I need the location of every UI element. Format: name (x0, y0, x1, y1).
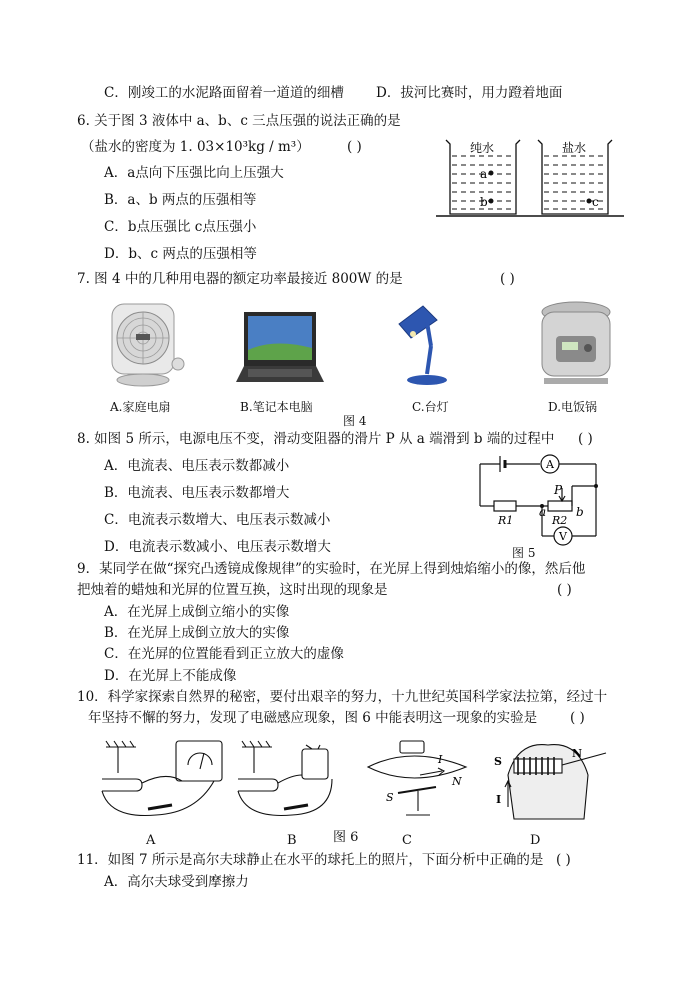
q11-stem: 11．如图 7 所示是高尔夫球静止在水平的球托上的照片，下面分析中正确的是 (77, 852, 544, 868)
fig4-label-rice-cooker: D.电饭锅 (548, 400, 598, 414)
fig6c-n-label: N (452, 775, 462, 788)
fig6-experiment-b (232, 735, 362, 823)
q8-option-d: D．电流表示数减小、电压表示数增大 (104, 539, 331, 555)
fig4-label-fan: A.家庭电扇 (110, 400, 171, 414)
end-b-label: b (576, 505, 584, 519)
r1-label: R1 (498, 514, 514, 527)
q7-stem: 7. 图 4 中的几种用电器的额定功率最接近 800W 的是 (77, 271, 403, 287)
q8-option-c: C．电流表示数增大、电压表示数减小 (104, 512, 331, 528)
fig4-label-lamp: C.台灯 (412, 400, 449, 414)
r2-label: R2 (552, 514, 568, 527)
fig6d-n-label: N (572, 747, 583, 760)
q5-option-d: D．拔河比赛时，用力蹬着地面 (376, 85, 563, 101)
figure-3-beakers (434, 134, 626, 220)
q10-stem-line2: 年坚持不懈的努力，发现了电磁感应现象，图 6 中能表明这一现象的实验是 (88, 710, 538, 726)
q11-answer-paren: ( ) (556, 852, 571, 868)
q11-option-a: A．高尔夫球受到摩擦力 (104, 874, 249, 890)
laptop-image (234, 310, 326, 386)
fig5-caption: 图 5 (512, 546, 536, 560)
fig3-point-a: a (480, 167, 488, 181)
q6-option-b: B．a、b 两点的压强相等 (104, 192, 257, 208)
fig3-label-pure-water: 纯水 (469, 141, 495, 155)
fig3-point-c: c (592, 195, 599, 209)
q6-stem: 6. 关于图 3 液体中 a、b、c 三点压强的说法正确的是 (77, 113, 401, 129)
q9-stem-line2: 把烛着的蜡烛和光屏的位置互换，这时出现的现象是 (77, 582, 388, 598)
fig6-caption: 图 6 (333, 830, 359, 845)
fig6-label-b: B (287, 833, 297, 848)
fig3-label-salt-water: 盐水 (561, 141, 587, 155)
q9-answer-paren: ( ) (557, 582, 572, 598)
q8-stem: 8. 如图 5 所示，电源电压不变，滑动变阻器的滑片 P 从 a 端滑到 b 端的过程中 (77, 431, 555, 447)
fig6c-s-label: S (386, 791, 394, 804)
fig3-point-b: b (480, 195, 488, 209)
q7-answer-paren: ( ) (500, 271, 515, 287)
q10-stem-line1: 10．科学家探索自然界的秘密，要付出艰辛的努力，十九世纪英国科学家法拉第，经过十 (77, 689, 608, 705)
q6-answer-paren: ( ) (347, 139, 362, 155)
end-a-label: a (539, 505, 547, 519)
q6-option-a: A．a点向下压强比向上压强大 (104, 165, 284, 181)
figure-5-circuit (472, 450, 602, 560)
fig6-label-d: D (530, 833, 541, 848)
fig6-label-c: C (402, 833, 412, 848)
q8-option-a: A．电流表、电压表示数都减小 (104, 458, 290, 474)
q9-option-b: B．在光屏上成倒立放大的实像 (104, 625, 290, 641)
q9-option-a: A．在光屏上成倒立缩小的实像 (104, 604, 290, 620)
fig6c-i-label: I (438, 753, 443, 766)
slider-p-label: P (554, 483, 563, 497)
fig6d-s-label: S (494, 755, 502, 768)
fan-image (108, 300, 188, 390)
q6-option-c: C．b点压强比 c点压强小 (104, 219, 257, 235)
fig4-label-laptop: B.笔记本电脑 (240, 400, 313, 414)
q6-note: （盐水的密度为 1. 03×10³kg / m³） (81, 139, 310, 155)
fig4-caption: 图 4 (343, 414, 367, 428)
q5-option-c: C．刚竣工的水泥路面留着一道道的细槽 (104, 85, 344, 101)
q6-option-d: D．b、c 两点的压强相等 (104, 246, 257, 262)
rice-cooker-image (538, 298, 616, 388)
q8-option-b: B．电流表、电压表示数都增大 (104, 485, 290, 501)
fig6-experiment-a (96, 735, 246, 823)
voltmeter-symbol: V (559, 530, 567, 543)
q10-answer-paren: ( ) (570, 710, 585, 726)
q9-option-c: C．在光屏的位置能看到正立放大的虚像 (104, 646, 344, 662)
ammeter-symbol: A (546, 458, 554, 471)
fig6-experiment-d (488, 735, 608, 823)
desk-lamp-image (393, 302, 453, 388)
q9-option-d: D．在光屏上不能成像 (104, 668, 237, 684)
q9-stem-line1: 9．某同学在做“探究凸透镜成像规律”的实验时，在光屏上得到烛焰缩小的像，然后他 (77, 561, 586, 577)
fig6-label-a: A (146, 833, 156, 848)
q8-answer-paren: ( ) (578, 431, 593, 447)
fig6d-i-label: I (496, 793, 502, 806)
fig6-experiment-c (362, 735, 472, 823)
